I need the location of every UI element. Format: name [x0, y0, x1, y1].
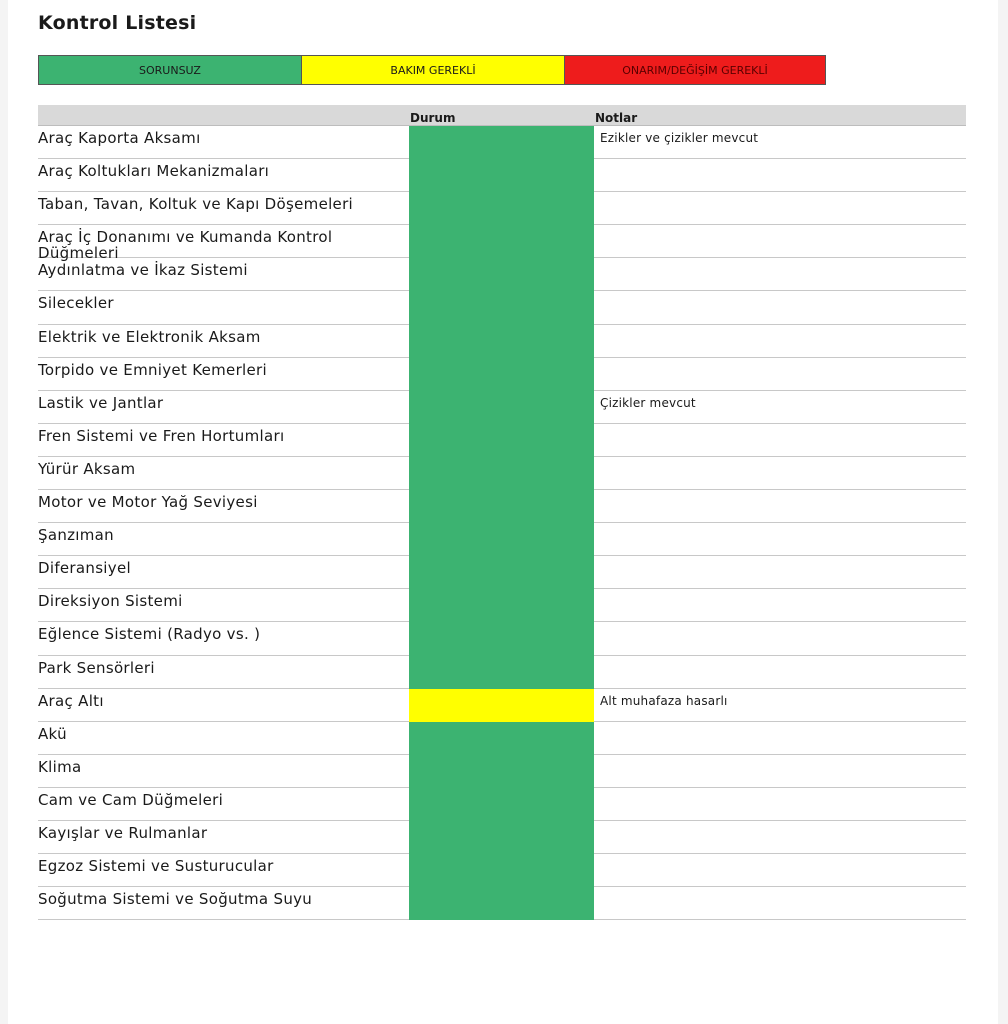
row-status-cell: [409, 192, 594, 225]
row-status-cell: [409, 722, 594, 755]
row-item-label: Eğlence Sistemi (Radyo vs. ): [38, 625, 261, 644]
row-status-cell: [409, 887, 594, 920]
table-row: [38, 391, 966, 424]
row-item-label: Soğutma Sistemi ve Soğutma Suyu: [38, 890, 313, 909]
row-item-label: Egzoz Sistemi ve Susturucular: [38, 857, 274, 876]
table-row: [38, 225, 966, 263]
row-status-cell: [409, 126, 594, 159]
table-row: [38, 788, 966, 821]
header-notes: Notlar: [595, 111, 638, 125]
row-status-cell: [409, 788, 594, 821]
row-item-label: Fren Sistemi ve Fren Hortumları: [38, 426, 285, 445]
row-item-label: Elektrik ve Elektronik Aksam: [38, 327, 261, 346]
row-status-cell: [409, 490, 594, 523]
table-row: [38, 689, 966, 722]
table-row: [38, 159, 966, 192]
table-row: [38, 556, 966, 589]
row-item-label: Taban, Tavan, Koltuk ve Kapı Döşemeleri: [38, 195, 354, 214]
table-body: [38, 126, 966, 920]
row-item-label: Motor ve Motor Yağ Seviyesi: [38, 493, 258, 512]
row-status-cell: [409, 424, 594, 457]
table-row: [38, 656, 966, 689]
row-item-label: Park Sensörleri: [38, 658, 155, 677]
row-item-label: Araç Kaporta Aksamı: [38, 129, 201, 147]
row-note: Ezikler ve çizikler mevcut: [600, 131, 759, 145]
row-item-label: Aydınlatma ve İkaz Sistemi: [38, 261, 248, 280]
row-status-cell: [409, 159, 594, 192]
table-row: [38, 192, 966, 225]
table-row: [38, 887, 966, 920]
row-item-label: Şanzıman: [38, 526, 114, 545]
table-row: [38, 325, 966, 358]
row-status-cell: [409, 656, 594, 689]
table-row: [38, 358, 966, 391]
row-item-label: Cam ve Cam Düğmeleri: [38, 790, 224, 809]
legend-repair: ONARIM/DEĞİŞİM GEREKLİ: [565, 56, 825, 84]
row-item-label: Silecekler: [38, 294, 114, 313]
row-status-cell: [409, 225, 594, 258]
row-status-cell: [409, 325, 594, 358]
row-item-label: Diferansiyel: [38, 559, 131, 578]
row-item-label: Araç Koltukları Mekanizmaları: [38, 162, 270, 181]
row-item-label: Klima: [38, 757, 82, 776]
table-row: [38, 854, 966, 887]
table-row: [38, 722, 966, 755]
row-item-label: Lastik ve Jantlar: [38, 393, 164, 412]
table-row: [38, 126, 966, 159]
row-status-cell: [409, 391, 594, 424]
table-row: [38, 424, 966, 457]
row-status-cell: [409, 523, 594, 556]
document-page: [8, 0, 998, 1024]
row-status-cell: [409, 854, 594, 887]
row-item-label: Akü: [38, 724, 67, 743]
checklist-table: [38, 105, 966, 920]
row-status-cell: [409, 622, 594, 655]
row-status-cell: [409, 291, 594, 324]
table-row: [38, 490, 966, 523]
table-row: [38, 457, 966, 490]
row-status-cell: [409, 821, 594, 854]
table-row: [38, 523, 966, 556]
table-row: [38, 291, 966, 324]
legend-ok: SORUNSUZ: [39, 56, 302, 84]
row-note: Çizikler mevcut: [600, 395, 696, 410]
row-status-cell: [409, 258, 594, 291]
row-status-cell: [409, 457, 594, 490]
row-item-label: Yürür Aksam: [38, 459, 136, 478]
table-row: [38, 589, 966, 622]
row-item-label: Araç Altı: [38, 691, 104, 710]
row-status-cell: [409, 689, 594, 722]
row-item-label: Torpido ve Emniyet Kemerleri: [38, 360, 267, 379]
table-row: [38, 821, 966, 854]
table-header: [38, 105, 966, 126]
row-status-cell: [409, 589, 594, 622]
row-status-cell: [409, 556, 594, 589]
table-row: [38, 622, 966, 655]
table-row: [38, 755, 966, 788]
row-item-label: Kayışlar ve Rulmanlar: [38, 823, 208, 842]
status-legend: [38, 55, 826, 85]
page-title: Kontrol Listesi: [38, 12, 197, 34]
table-row: [38, 258, 966, 291]
header-status: Durum: [410, 111, 456, 125]
row-item-label: Direksiyon Sistemi: [38, 592, 183, 611]
row-note: Alt muhafaza hasarlı: [600, 693, 728, 708]
row-item-label: Araç İç Donanımı ve Kumanda Kontrol Düğmeleri: [38, 228, 333, 263]
legend-maintenance: BAKIM GEREKLİ: [302, 56, 565, 84]
row-status-cell: [409, 358, 594, 391]
row-status-cell: [409, 755, 594, 788]
